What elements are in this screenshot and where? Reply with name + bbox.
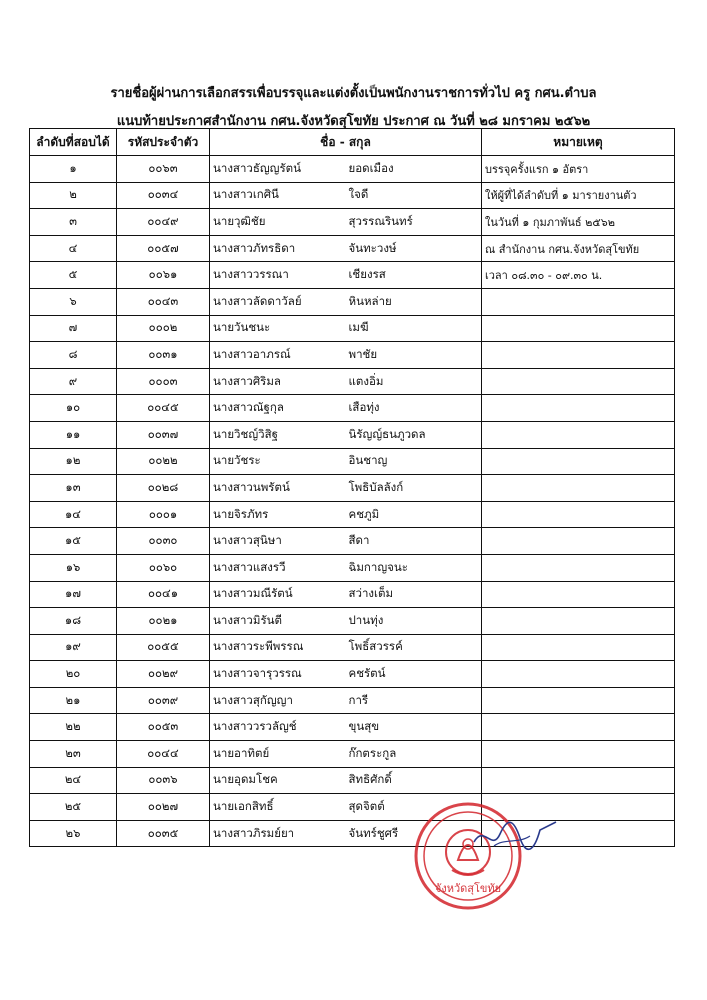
note-cell — [482, 741, 675, 768]
rank-cell: ๒๕ — [30, 794, 117, 821]
note-cell — [482, 661, 675, 688]
name-cell: นางสาวมิรันตี — [210, 608, 346, 635]
surname-cell: ปานทุ่ง — [346, 608, 482, 635]
table-header-row — [30, 129, 675, 156]
surname-cell: อินชาญ — [346, 448, 482, 475]
code-cell: ๐๐๔๙ — [117, 209, 210, 236]
note-cell: ในวันที่ ๑ กุมภาพันธ์ ๒๕๖๒ — [482, 209, 675, 236]
note-cell — [482, 581, 675, 608]
rank-cell: ๙ — [30, 368, 117, 395]
candidate-table — [29, 128, 675, 847]
code-cell: ๐๐๒๘ — [117, 475, 210, 502]
surname-cell: คชภูมิ — [346, 501, 482, 528]
surname-cell: เสือทุ่ง — [346, 395, 482, 422]
code-cell: ๐๐๐๑ — [117, 501, 210, 528]
table-row — [30, 820, 675, 847]
name-cell: นางสาวภิรมย์ยา — [210, 820, 346, 847]
note-cell — [482, 421, 675, 448]
code-cell: ๐๐๓๑ — [117, 342, 210, 369]
code-cell: ๐๐๔๑ — [117, 581, 210, 608]
name-cell: นางสาวธัญญรัตน์ — [210, 156, 346, 183]
table-row — [30, 581, 675, 608]
code-cell: ๐๐๐๓ — [117, 368, 210, 395]
surname-cell: จันทร์ชูศรี — [346, 820, 482, 847]
note-cell: ให้ผู้ที่ได้ลำดับที่ ๑ มารายงานตัว — [482, 182, 675, 209]
table-row — [30, 661, 675, 688]
code-cell: ๐๐๒๒ — [117, 448, 210, 475]
rank-cell: ๑๑ — [30, 421, 117, 448]
header-note: หมายเหตุ — [482, 129, 675, 156]
rank-cell: ๑๙ — [30, 634, 117, 661]
name-cell: นางสาวเกศินี — [210, 182, 346, 209]
surname-cell: โพธิบัลลังก์ — [346, 475, 482, 502]
name-cell: นายวิชญ์วิสิฐ — [210, 421, 346, 448]
surname-cell: สว่างเต็ม — [346, 581, 482, 608]
table-row — [30, 687, 675, 714]
table-row — [30, 608, 675, 635]
code-cell: ๐๐๔๕ — [117, 395, 210, 422]
rank-cell: ๒๒ — [30, 714, 117, 741]
table-row — [30, 448, 675, 475]
surname-cell: หินหล่าย — [346, 288, 482, 315]
name-cell: นางสาวลัดดาวัลย์ — [210, 288, 346, 315]
note-cell — [482, 368, 675, 395]
note-cell — [482, 714, 675, 741]
surname-cell: พาชัย — [346, 342, 482, 369]
name-cell: นางสาววรวลัญช์ — [210, 714, 346, 741]
code-cell: ๐๐๕๗ — [117, 235, 210, 262]
note-cell — [482, 767, 675, 794]
surname-cell: การี — [346, 687, 482, 714]
rank-cell: ๒๐ — [30, 661, 117, 688]
header-code: รหัสประจำตัว — [117, 129, 210, 156]
rank-cell: ๓ — [30, 209, 117, 236]
name-cell: นายอุดมโชค — [210, 767, 346, 794]
surname-cell: นิรัญญ์ธนภูวดล — [346, 421, 482, 448]
code-cell: ๐๐๖๓ — [117, 156, 210, 183]
table-body — [30, 156, 675, 847]
note-cell — [482, 634, 675, 661]
table-row — [30, 262, 675, 289]
rank-cell: ๑๗ — [30, 581, 117, 608]
table-row — [30, 156, 675, 183]
rank-cell: ๑๖ — [30, 554, 117, 581]
table-row — [30, 421, 675, 448]
code-cell: ๐๐๓๕ — [117, 820, 210, 847]
note-cell — [482, 342, 675, 369]
table-row — [30, 315, 675, 342]
surname-cell: คชรัตน์ — [346, 661, 482, 688]
note-cell: เวลา ๐๘.๓๐ - ๐๙.๓๐ น. — [482, 262, 675, 289]
rank-cell: ๖ — [30, 288, 117, 315]
note-cell — [482, 288, 675, 315]
note-cell — [482, 395, 675, 422]
name-cell: นางสาวแสงรวี — [210, 554, 346, 581]
name-cell: นางสาวระพีพรรณ — [210, 634, 346, 661]
rank-cell: ๒๑ — [30, 687, 117, 714]
surname-cell: ยอดเมือง — [346, 156, 482, 183]
table-row — [30, 634, 675, 661]
name-cell: นางสาวจารุวรรณ — [210, 661, 346, 688]
table-row — [30, 288, 675, 315]
rank-cell: ๒๔ — [30, 767, 117, 794]
surname-cell: สีดา — [346, 528, 482, 555]
note-cell — [482, 501, 675, 528]
rank-cell: ๑๐ — [30, 395, 117, 422]
code-cell: ๐๐๕๓ — [117, 714, 210, 741]
name-cell: นายจิรภัทร — [210, 501, 346, 528]
document-subtitle: แนบท้ายประกาศสำนักงาน กศน.จังหวัดสุโขทัย ประกาศ ณ วันที่ ๒๘ มกราคม ๒๕๖๒ — [116, 114, 591, 129]
surname-cell: สุดจิตต์ — [346, 794, 482, 821]
code-cell: ๐๐๕๕ — [117, 634, 210, 661]
rank-cell: ๑๔ — [30, 501, 117, 528]
note-cell — [482, 315, 675, 342]
code-cell: ๐๐๔๔ — [117, 741, 210, 768]
table-row — [30, 714, 675, 741]
code-cell: ๐๐๓๐ — [117, 528, 210, 555]
code-cell: ๐๐๓๗ — [117, 421, 210, 448]
name-cell: นางสาวณัฐกุล — [210, 395, 346, 422]
header-name: ชื่อ - สกุล — [210, 129, 482, 156]
table-row — [30, 741, 675, 768]
name-cell: นายวันชนะ — [210, 315, 346, 342]
note-cell — [482, 475, 675, 502]
table-row — [30, 342, 675, 369]
name-cell: นายเอกสิทธิ์ — [210, 794, 346, 821]
name-cell: นางสาวอาภรณ์ — [210, 342, 346, 369]
table-row — [30, 235, 675, 262]
rank-cell: ๑๘ — [30, 608, 117, 635]
rank-cell: ๒๖ — [30, 820, 117, 847]
table-row — [30, 475, 675, 502]
note-cell: บรรจุครั้งแรก ๑ อัตรา — [482, 156, 675, 183]
code-cell: ๐๐๒๗ — [117, 794, 210, 821]
name-cell: นายอาทิตย์ — [210, 741, 346, 768]
name-cell: นางสาววรรณา — [210, 262, 346, 289]
name-cell: นายวัชระ — [210, 448, 346, 475]
table-row — [30, 368, 675, 395]
name-cell: นางสาวนพรัตน์ — [210, 475, 346, 502]
surname-cell: สุวรรณรินทร์ — [346, 209, 482, 236]
rank-cell: ๑ — [30, 156, 117, 183]
note-cell: ณ สำนักงาน กศน.จังหวัดสุโขทัย — [482, 235, 675, 262]
table-row — [30, 395, 675, 422]
rank-cell: ๗ — [30, 315, 117, 342]
rank-cell: ๒ — [30, 182, 117, 209]
surname-cell: แตงอิ่ม — [346, 368, 482, 395]
surname-cell: ขุนสุข — [346, 714, 482, 741]
note-cell — [482, 528, 675, 555]
surname-cell: เมฆี — [346, 315, 482, 342]
table-row — [30, 209, 675, 236]
code-cell: ๐๐๐๒ — [117, 315, 210, 342]
rank-cell: ๑๓ — [30, 475, 117, 502]
table-row — [30, 794, 675, 821]
table-row — [30, 554, 675, 581]
code-cell: ๐๐๒๑ — [117, 608, 210, 635]
rank-cell: ๒๓ — [30, 741, 117, 768]
name-cell: นายวุฒิชัย — [210, 209, 346, 236]
code-cell: ๐๐๓๖ — [117, 767, 210, 794]
rank-cell: ๑๕ — [30, 528, 117, 555]
rank-cell: ๕ — [30, 262, 117, 289]
table-row — [30, 501, 675, 528]
surname-cell: สิทธิศักดิ์ — [346, 767, 482, 794]
surname-cell: โพธิ์สวรรค์ — [346, 634, 482, 661]
table-row — [30, 528, 675, 555]
surname-cell: ฉิมกาญจนะ — [346, 554, 482, 581]
surname-cell: ก๊กตระกูล — [346, 741, 482, 768]
code-cell: ๐๐๓๙ — [117, 687, 210, 714]
surname-cell: จันทะวงษ์ — [346, 235, 482, 262]
rank-cell: ๑๒ — [30, 448, 117, 475]
code-cell: ๐๐๓๔ — [117, 182, 210, 209]
code-cell: ๐๐๔๓ — [117, 288, 210, 315]
name-cell: นางสาวศิริมล — [210, 368, 346, 395]
header-rank: ลำดับที่สอบได้ — [30, 129, 117, 156]
note-cell — [482, 687, 675, 714]
surname-cell: ใจดี — [346, 182, 482, 209]
table-row — [30, 767, 675, 794]
rank-cell: ๘ — [30, 342, 117, 369]
document-title: รายชื่อผู้ผ่านการเลือกสรรเพื่อบรรจุและแต่งตั้งเป็นพนักงานราชการทั่วไป ครู กศน.ตำบล — [110, 86, 597, 101]
signature-icon — [470, 812, 560, 862]
name-cell: นางสาวมณีรัตน์ — [210, 581, 346, 608]
name-cell: นางสาวภัทรธิดา — [210, 235, 346, 262]
note-cell — [482, 554, 675, 581]
seal-text: จังหวัดสุโขทัย — [434, 882, 502, 895]
note-cell — [482, 448, 675, 475]
name-cell: นางสาวสุกัญญา — [210, 687, 346, 714]
rank-cell: ๔ — [30, 235, 117, 262]
name-cell: นางสาวสุนิษา — [210, 528, 346, 555]
code-cell: ๐๐๖๑ — [117, 262, 210, 289]
code-cell: ๐๐๖๐ — [117, 554, 210, 581]
note-cell — [482, 608, 675, 635]
table-row — [30, 182, 675, 209]
surname-cell: เชียงรส — [346, 262, 482, 289]
code-cell: ๐๐๒๙ — [117, 661, 210, 688]
